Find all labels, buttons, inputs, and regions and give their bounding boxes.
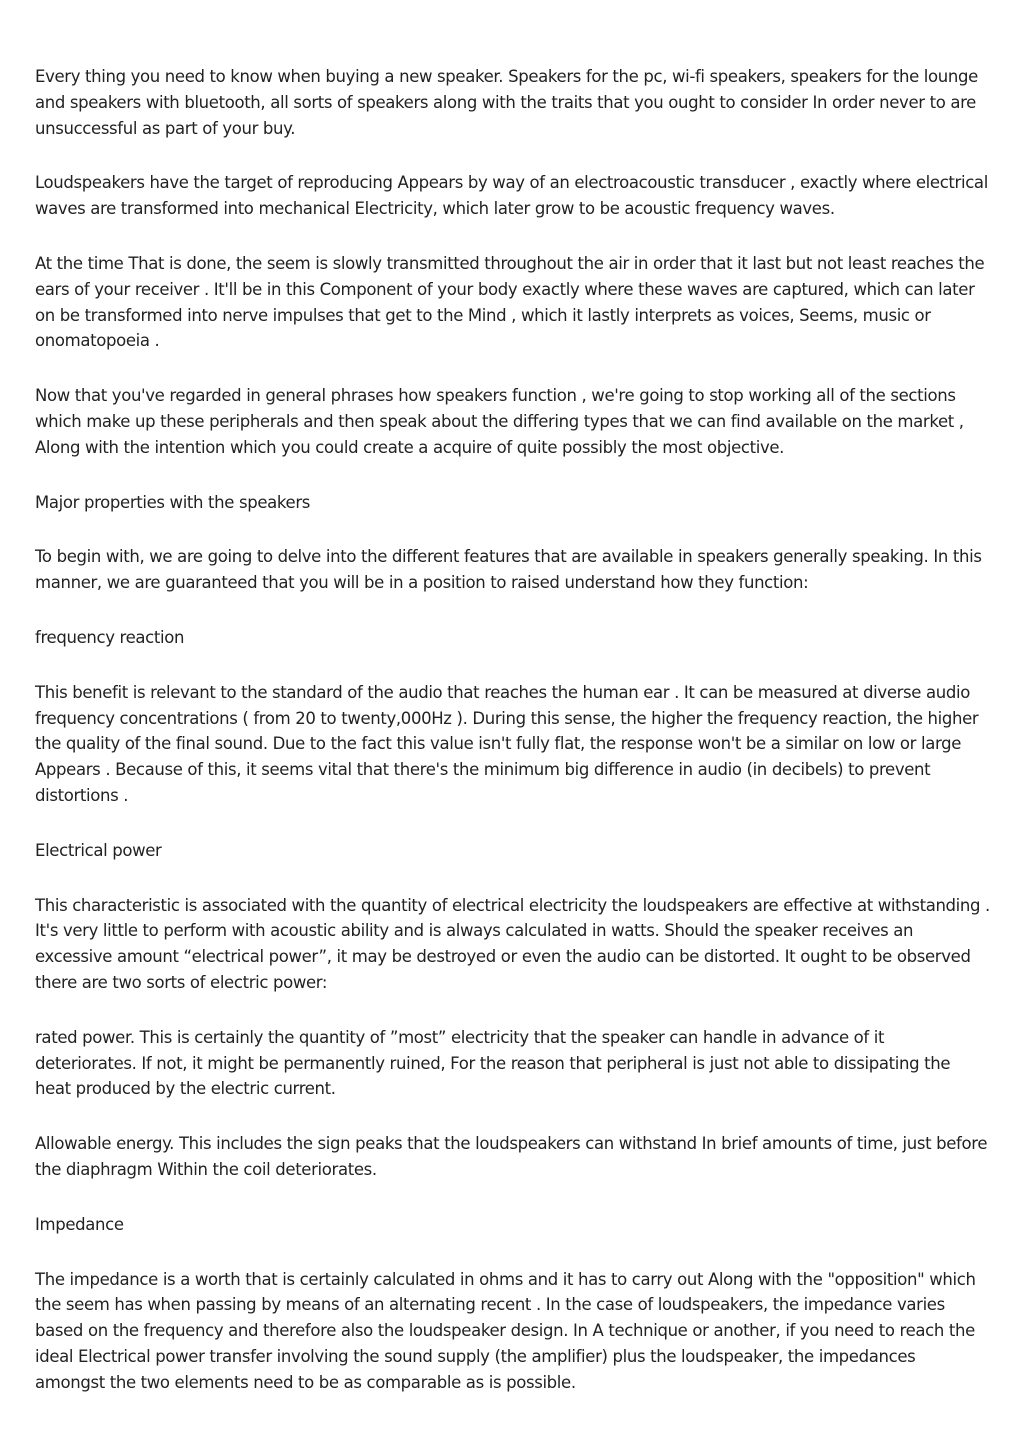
paragraph-allowable-energy: Allowable energy. This includes the sign peaks that the loudspeakers can withstand In brief amounts of time, just before the diaphragm Within the coil deteriorates. [35, 1134, 988, 1179]
paragraph-overview: Now that you've regarded in general phrases how speakers function , we're going to stop working all of the sections which make up these peripherals and then speak about the differing types that we can find available on the market , Along with the intention which you could create a acquire of quite possibly the most objective. [35, 386, 964, 457]
section-heading-impedance: Impedance [35, 1214, 124, 1234]
paragraph-impedance: The impedance is a worth that is certainly calculated in ohms and it has to carry out Along with the "opposition" which the seem has when passing by means of an alternating recent . In the case of loudspeakers, the impedance varies based on the frequency and therefore also the loudspeaker design. In A technique or another, if you need to reach the ideal Electrical power transfer involving the sound supply (the amplifier) plus the loudspeaker, the impedances amongst the two elements need to be as comparable as is possible. [35, 1269, 976, 1392]
paragraph-rated-power: rated power. This is certainly the quantity of ”most” electricity that the speaker can handle in advance of it deteriorates. If not, it might be permanently ruined, For the reason that peripheral is just not able to dissipating the heat produced by the electric current. [35, 1027, 951, 1099]
section-heading-electrical-power: Electrical power [35, 840, 162, 860]
document-body [35, 64, 990, 1424]
paragraph-electrical-power: This characteristic is associated with the quantity of electrical electricity the loudspeakers are effective at withstanding . It's very little to perform with acoustic ability and is always calculated in watts. Should the speaker receives an excessive amount “electrical power”, it may be destroyed or even the audio can be distorted. It ought to be observed there are two sorts of electric power: [35, 895, 990, 992]
section-heading-frequency-reaction: frequency reaction [35, 627, 185, 647]
paragraph-intro: Every thing you need to know when buying a new speaker. Speakers for the pc, wi-fi speakers, speakers for the lounge and speakers with bluetooth, all sorts of speakers along with the traits that you ought to consider In order never to are unsuccessful as part of your buy. [35, 67, 978, 138]
paragraph-sound-transmission: At the time That is done, the seem is slowly transmitted throughout the air in order that it last but not least reaches the ears of your receiver . It'll be in this Component of your body exactly where these waves are captured, which can later on be transformed into nerve impulses that get to the Mind , which it lastly interprets as voices, Seems, music or onomatopoeia . [35, 253, 985, 351]
paragraph-frequency-reaction: This benefit is relevant to the standard of the audio that reaches the human ear . It can be measured at diverse audio frequency concentrations ( from 20 to twenty,000Hz ). During this sense, the higher the frequency reaction, the higher the quality of the final sound. Due to the fact this value isn't fully flat, the response won't be a similar on low or large Appears . Because of this, it seems vital that there's the minimum big difference in audio (in decibels) to prevent distortions . [35, 682, 979, 805]
paragraph-features-intro: To begin with, we are going to delve into the different features that are available in speakers generally speaking. In this manner, we are guaranteed that you will be in a position to raised understand how they function: [35, 547, 982, 593]
paragraph-loudspeakers-target: Loudspeakers have the target of reproducing Appears by way of an electroacoustic transducer , exactly where electrical waves are transformed into mechanical Electricity, which later grow to be acoustic frequency waves. [35, 173, 988, 219]
section-heading-major-properties: Major properties with the speakers [35, 492, 311, 512]
